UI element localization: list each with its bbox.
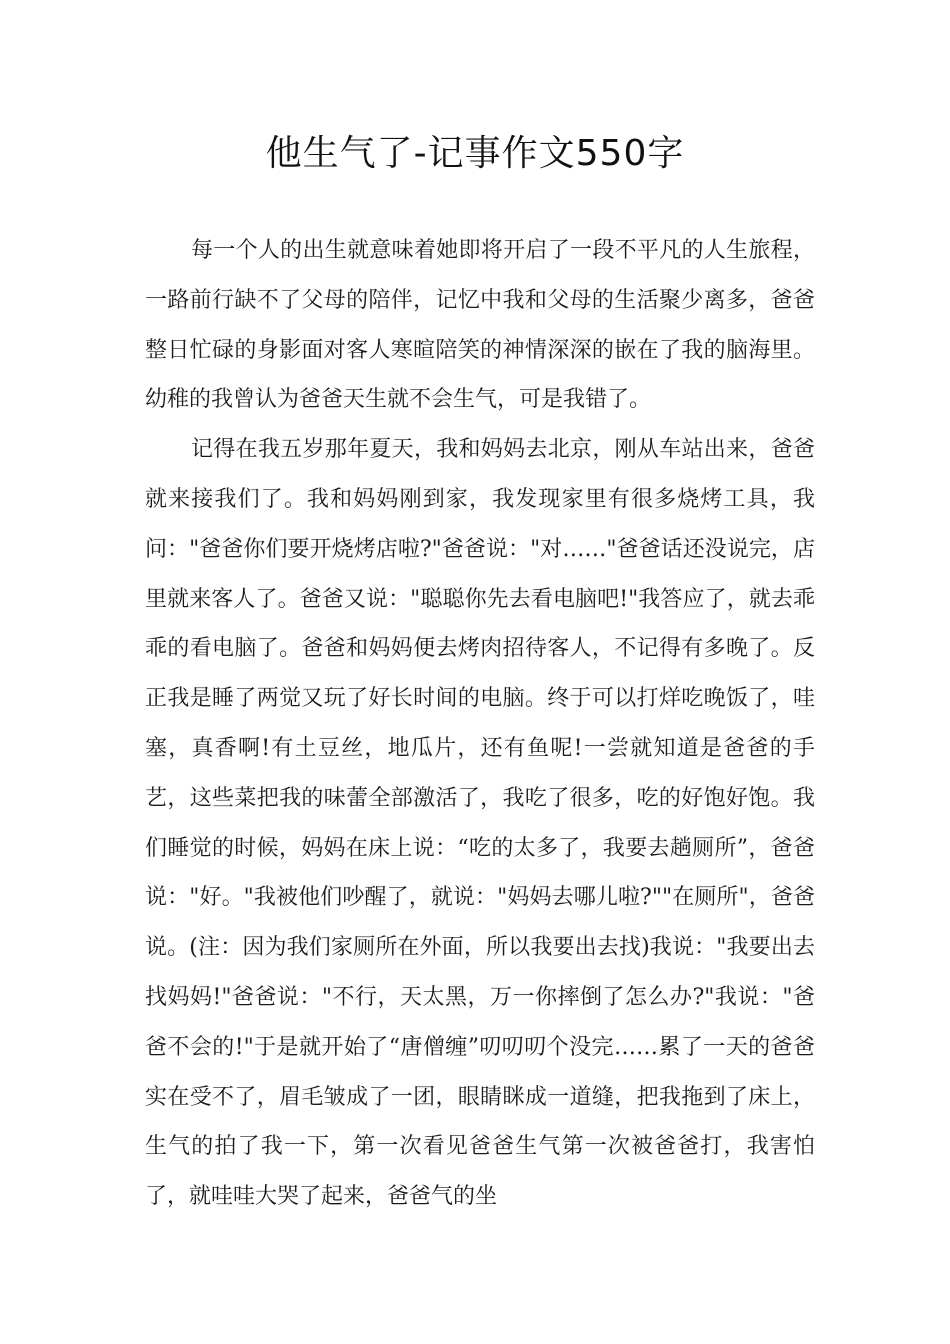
paragraph-story: 记得在我五岁那年夏天，我和妈妈去北京，刚从车站出来，爸爸就来接我们了。我和妈妈刚到家，我发现家里有很多烧烤工具，我问："爸爸你们要开烧烤店啦?"爸爸说："对……"爸爸话还没说完，店里就来客人了。爸爸又说："聪聪你先去看电脑吧!"我答应了，就去乖乖的看电脑了。爸爸和妈妈便去烤肉招待客人，不记得有多晚了。反正我是睡了两觉又玩了好长时间的电脑。终于可以打烊吃晚饭了，哇塞，真香啊!有土豆丝，地瓜片，还有鱼呢!一尝就知道是爸爸的手艺，这些菜把我的味蕾全部激活了，我吃了很多，吃的好饱好饱。我们睡觉的时候，妈妈在床上说：“吃的太多了，我要去趟厕所”，爸爸说："好。"我被他们吵醒了，就说："妈妈去哪儿啦?""在厕所"，爸爸说。(注：因为我们家厕所在外面，所以我要出去找)我说："我要出去找妈妈!"爸爸说："不行，天太黑，万一你摔倒了怎么办?"我说："爸爸不会的!"于是就开始了“唐僧缠”叨叨叨个没完……累了一天的爸爸实在受不了，眉毛皱成了一团，眼睛眯成一道缝，把我拖到了床上，生气的拍了我一下，第一次看见爸爸生气第一次被爸爸打，我害怕了，就哇哇大哭了起来，爸爸气的坐 [145,437,815,1210]
paragraph-intro: 每一个人的出生就意味着她即将开启了一段不平凡的人生旅程，一路前行缺不了父母的陪伴，记忆中我和父母的生活聚少离多，爸爸整日忙碌的身影面对客人寒暄陪笑的神情深深的嵌在了我的脑海里。幼稚的我曾认为爸爸天生就不会生气，可是我错了。 [145,238,815,413]
document-title: 他生气了-记事作文550字 [265,133,685,174]
document-body [145,226,815,1222]
